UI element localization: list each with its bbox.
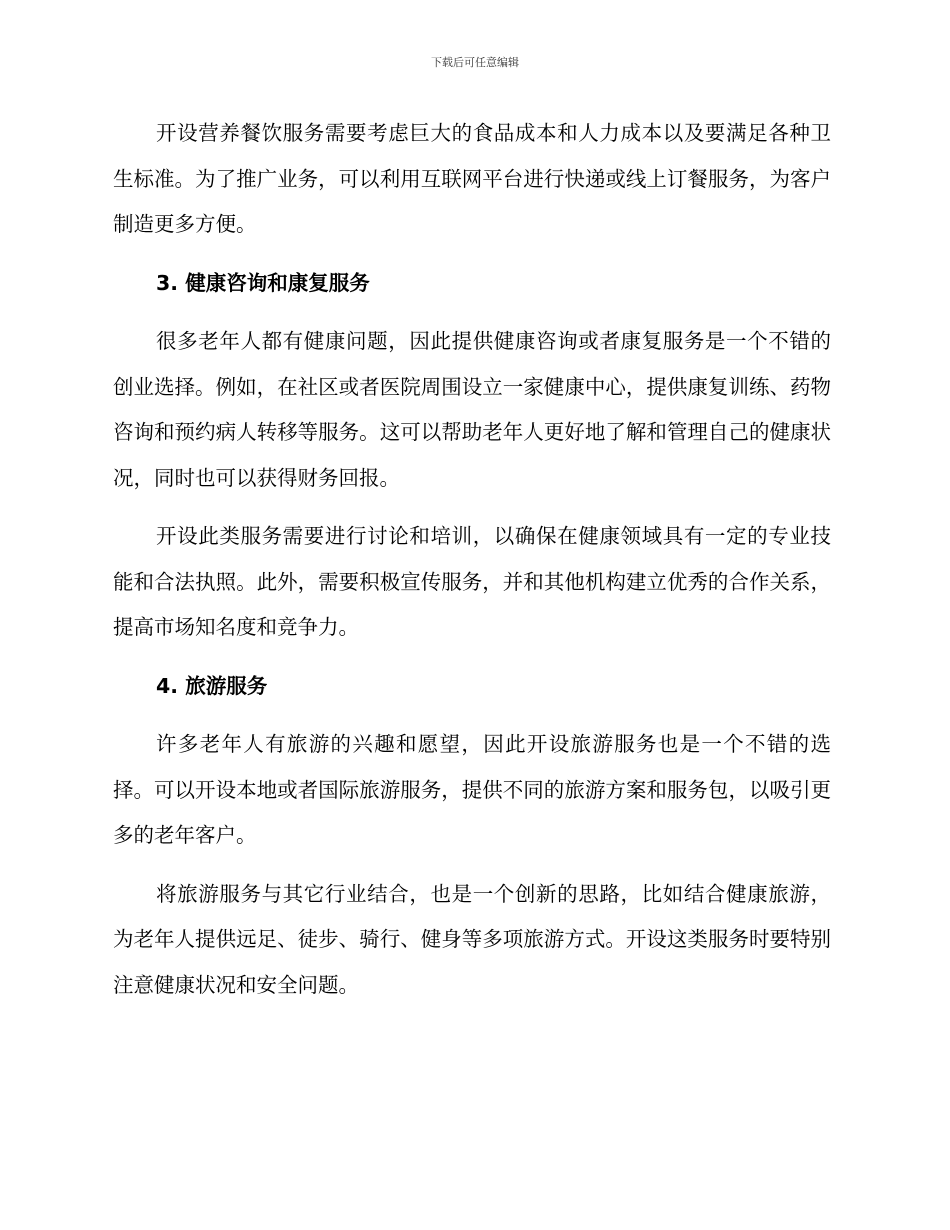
paragraph-travel-services-intro: 许多老年人有旅游的兴趣和愿望，因此开设旅游服务也是一个不错的选择。可以开设本地或者国际旅游服务，提供不同的旅游方案和服务包，以吸引更多的老年客户。	[113, 732, 831, 847]
paragraph-travel-services-combination: 将旅游服务与其它行业结合，也是一个创新的思路，比如结合健康旅游，为老年人提供远足、徒步、骑行、健身等多项旅游方式。开设这类服务时要特别注意健康状况和安全问题。	[113, 881, 831, 997]
document-body	[113, 111, 831, 1021]
section-heading-travel-services: 4. 旅游服务	[156, 673, 268, 698]
paragraph-nutrition-catering: 开设营养餐饮服务需要考虑巨大的食品成本和人力成本以及要满足各种卫生标准。为了推广业务，可以利用互联网平台进行快递或线上订餐服务，为客户制造更多方便。	[113, 121, 831, 236]
paragraph-health-consulting-requirements: 开设此类服务需要进行讨论和培训，以确保在健康领域具有一定的专业技能和合法执照。此外，需要积极宣传服务，并和其他机构建立优秀的合作关系，提高市场知名度和竞争力。	[113, 524, 831, 639]
page-header-note: 下载后可任意编辑	[431, 56, 519, 69]
paragraph-health-consulting-intro: 很多老年人都有健康问题，因此提供健康咨询或者康复服务是一个不错的创业选择。例如，在社区或者医院周围设立一家健康中心，提供康复训练、药物咨询和预约病人转移等服务。这可以帮助老年人更好地了解和管理自己的健康状况，同时也可以获得财务回报。	[113, 329, 831, 490]
section-heading-health-consulting: 3. 健康咨询和康复服务	[156, 270, 370, 295]
